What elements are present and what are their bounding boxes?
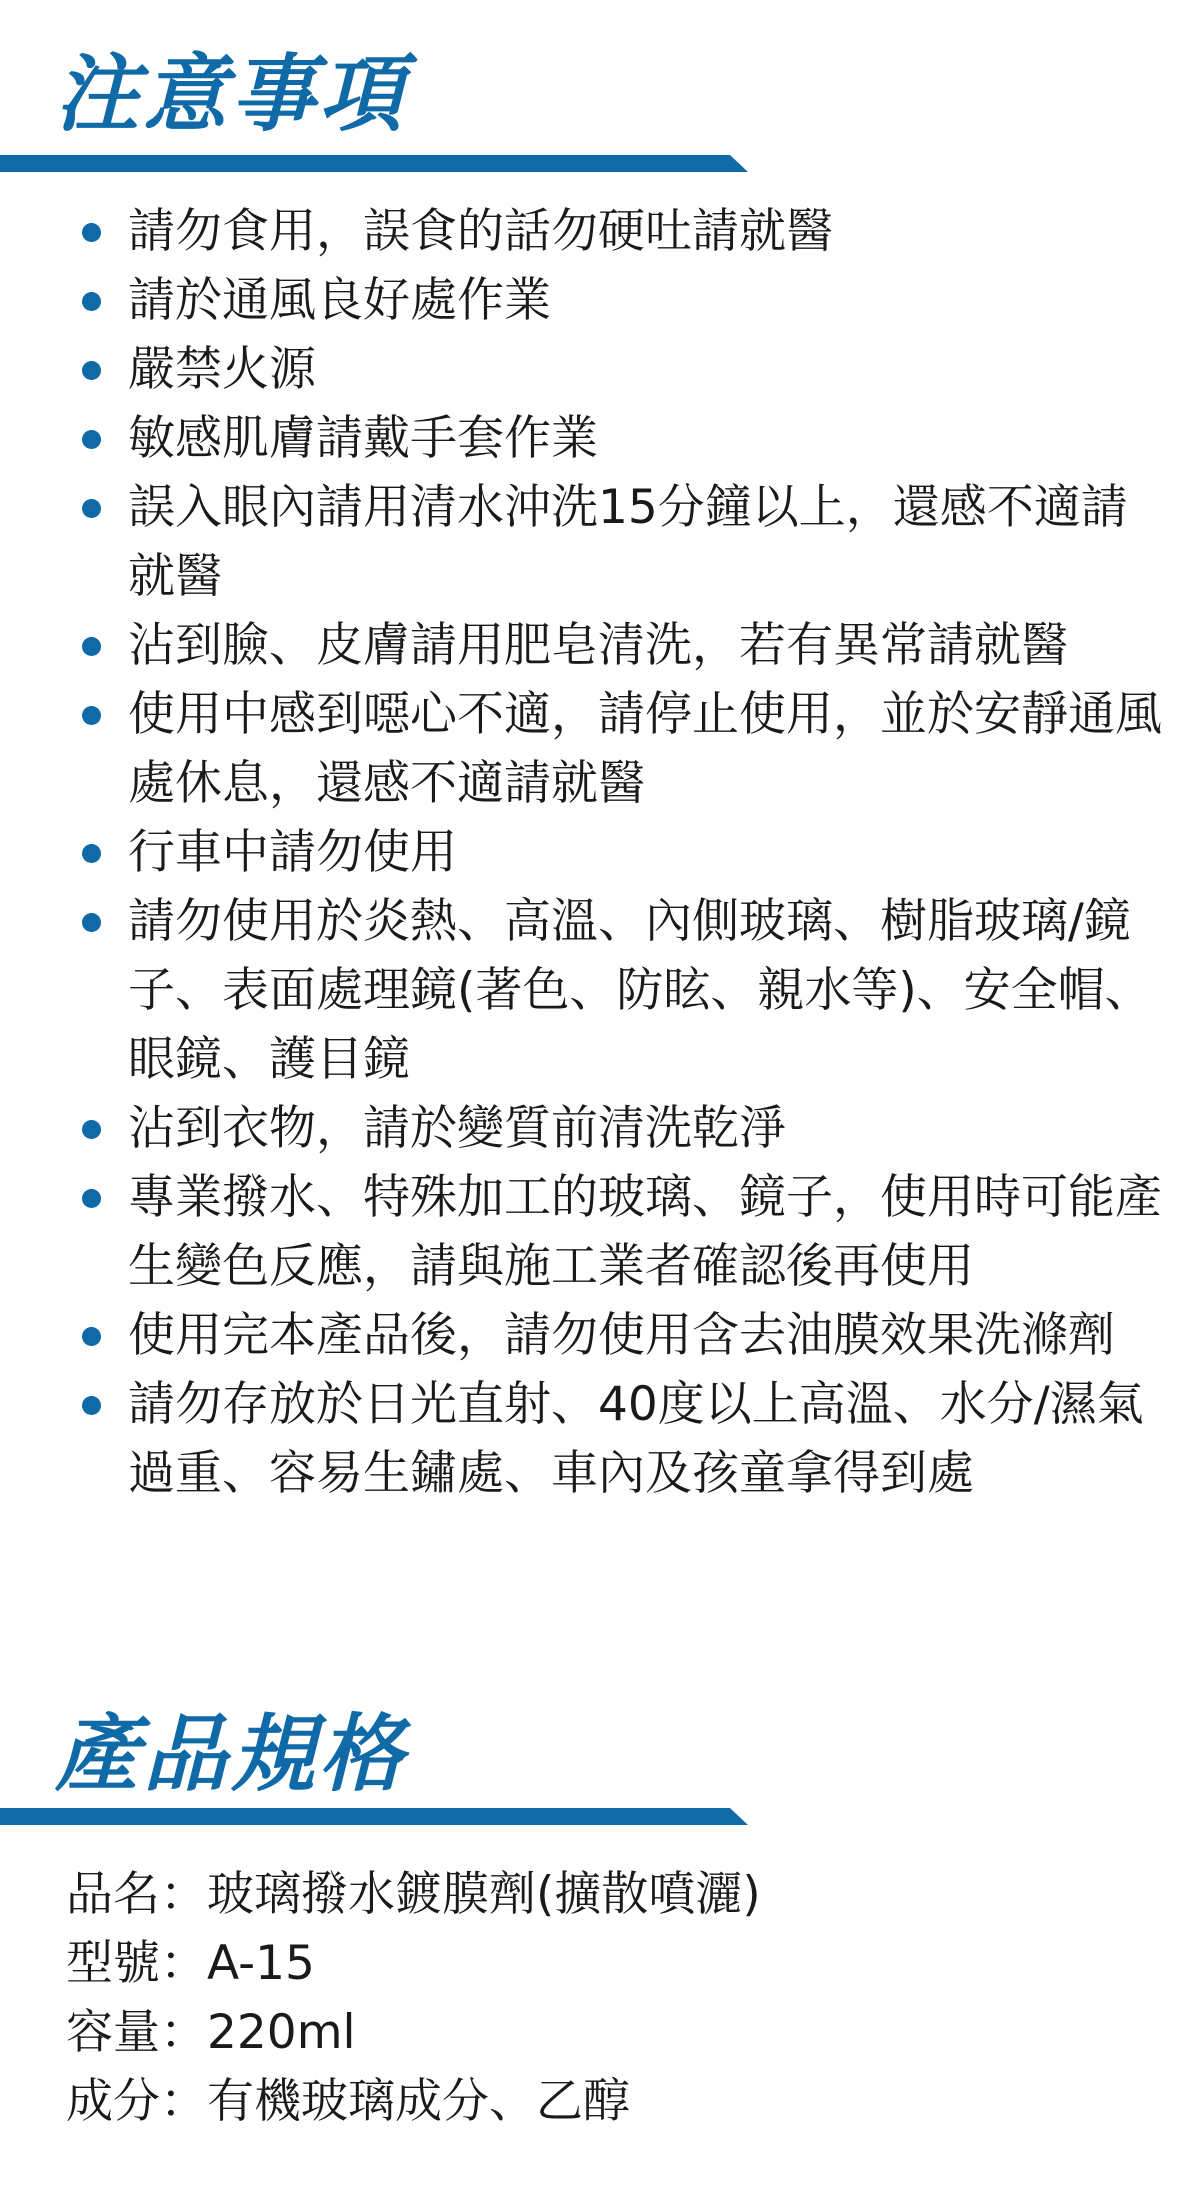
bullet-icon <box>82 499 101 518</box>
caution-text: 請勿存放於日光直射、40度以上高溫、水分/濕氣過重、容易生鏽處、車內及孩童拿得到處 <box>128 1377 1144 1501</box>
spec-label: 成分： <box>66 2074 207 2129</box>
caution-text: 敏感肌膚請戴手套作業 <box>128 411 598 466</box>
cautions-title: 注意事項 <box>55 45 408 143</box>
caution-text: 專業撥水、特殊加工的玻璃、鏡子，使用時可能產生變色反應，請與施工業者確認後再使用 <box>128 1170 1162 1294</box>
spec-label: 型號： <box>66 1936 207 1991</box>
bullet-icon <box>82 430 101 449</box>
spec-row-model <box>66 1929 761 1998</box>
list-item <box>0 680 1183 818</box>
bullet-icon <box>82 223 101 242</box>
spec-value: 220ml <box>207 2005 356 2060</box>
spec-value: 玻璃撥水鍍膜劑(擴散噴灑) <box>207 1867 761 1922</box>
list-item <box>0 197 1183 266</box>
caution-text: 使用完本產品後，請勿使用含去油膜效果洗滌劑 <box>128 1308 1115 1363</box>
list-item <box>0 1094 1183 1163</box>
cautions-title-underline <box>0 155 748 172</box>
cautions-list <box>0 197 1183 1508</box>
bullet-icon <box>82 706 101 725</box>
bullet-icon <box>82 1189 101 1208</box>
bullet-icon <box>82 1327 101 1346</box>
bullet-icon <box>82 844 101 863</box>
specs-list <box>66 1860 761 2136</box>
bullet-icon <box>82 637 101 656</box>
list-item <box>0 1370 1183 1508</box>
list-item <box>0 404 1183 473</box>
spec-value: 有機玻璃成分、乙醇 <box>207 2074 630 2129</box>
bullet-icon <box>82 1120 101 1139</box>
caution-text: 沾到衣物，請於變質前清洗乾淨 <box>128 1101 786 1156</box>
caution-text: 行車中請勿使用 <box>128 825 457 880</box>
list-item <box>0 887 1183 1094</box>
specs-title-underline <box>0 1808 748 1825</box>
spec-label: 容量： <box>66 2005 207 2060</box>
list-item <box>0 473 1183 611</box>
caution-text: 請勿使用於炎熱、高溫、內側玻璃、樹脂玻璃/鏡子、表面處理鏡(著色、防眩、親水等)、安全帽、眼鏡、護目鏡 <box>128 894 1152 1087</box>
caution-text: 使用中感到噁心不適，請停止使用，並於安靜通風處休息，還感不適請就醫 <box>128 687 1162 811</box>
caution-text: 請於通風良好處作業 <box>128 273 551 328</box>
specs-title: 產品規格 <box>55 1705 408 1803</box>
caution-text: 嚴禁火源 <box>128 342 316 397</box>
list-item <box>0 335 1183 404</box>
list-item <box>0 1163 1183 1301</box>
list-item <box>0 611 1183 680</box>
list-item <box>0 1301 1183 1370</box>
spec-label: 品名： <box>66 1867 207 1922</box>
bullet-icon <box>82 361 101 380</box>
bullet-icon <box>82 1396 101 1415</box>
spec-row-name <box>66 1860 761 1929</box>
list-item <box>0 266 1183 335</box>
spec-row-ingredients <box>66 2067 761 2136</box>
caution-text: 沾到臉、皮膚請用肥皂清洗，若有異常請就醫 <box>128 618 1068 673</box>
bullet-icon <box>82 292 101 311</box>
caution-text: 誤入眼內請用清水沖洗15分鐘以上，還感不適請就醫 <box>128 480 1128 604</box>
spec-value: A-15 <box>207 1936 315 1991</box>
bullet-icon <box>82 913 101 932</box>
spec-row-capacity <box>66 1998 761 2067</box>
list-item <box>0 818 1183 887</box>
caution-text: 請勿食用，誤食的話勿硬吐請就醫 <box>128 204 833 259</box>
